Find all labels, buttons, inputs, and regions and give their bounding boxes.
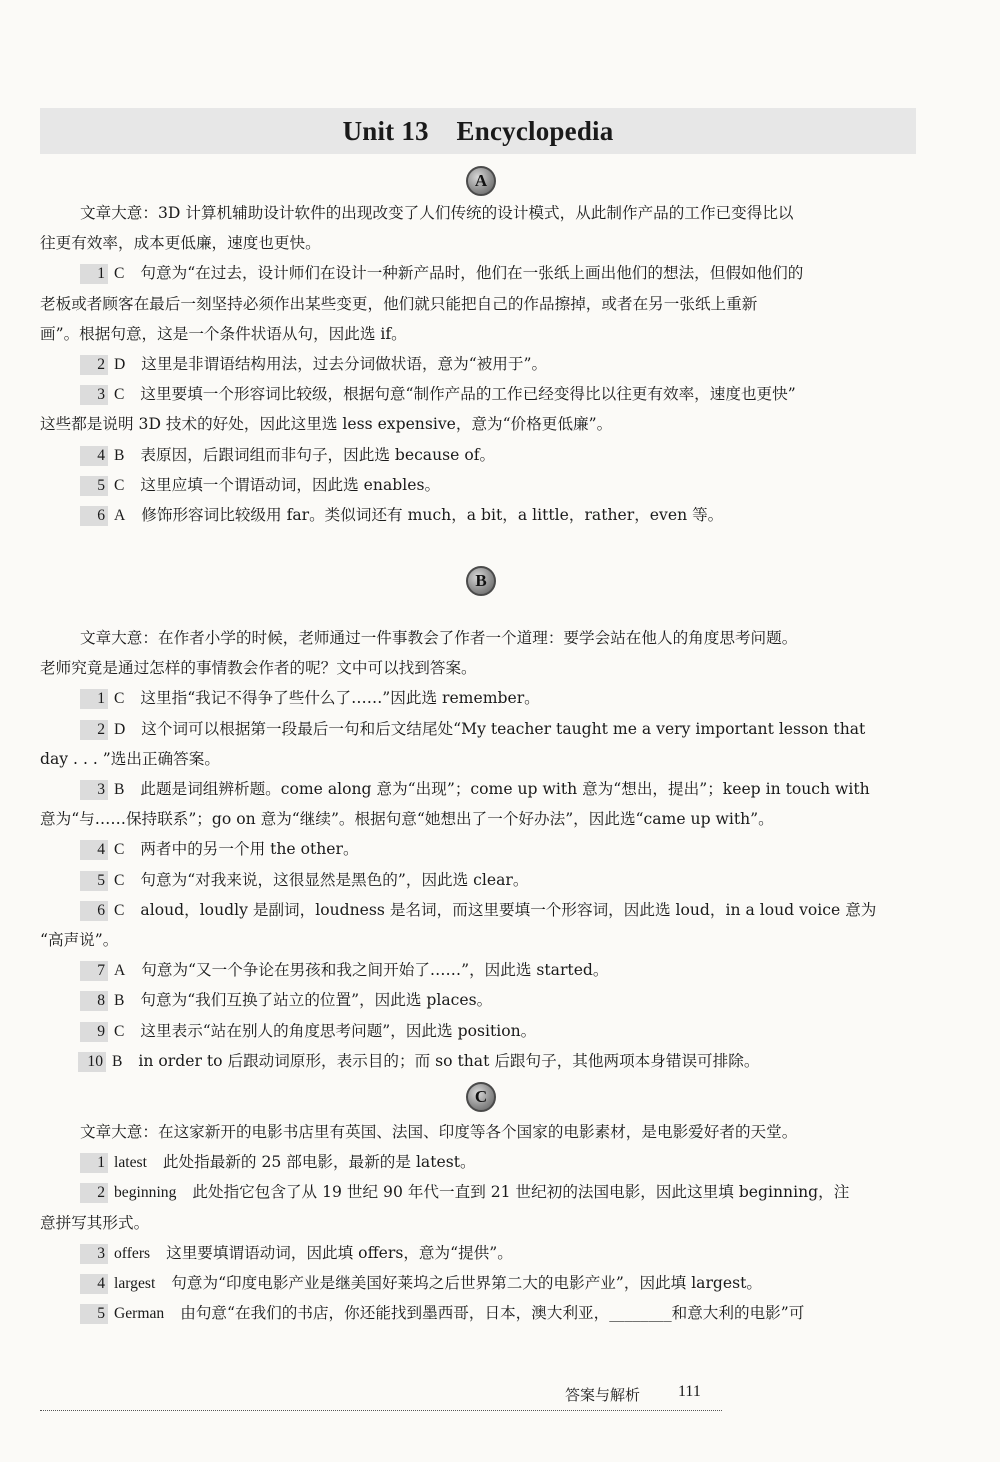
item-explanation: 表原因，后跟词组而非句子，因此选 because of。 — [140, 445, 496, 464]
item-answer: latest — [114, 1154, 147, 1172]
item-number: 8 — [80, 991, 108, 1011]
summary-line: 文章大意：3D 计算机辅助设计软件的出现改变了人们传统的设计模式，从此制作产品的工作已变得比以 — [80, 204, 794, 222]
item-explanation: 这里是非谓语结构用法，过去分词做状语，意为“被用于”。 — [141, 355, 548, 373]
unit-title: Unit 13 Encyclopedia — [342, 115, 614, 146]
item-number: 1 — [80, 264, 108, 284]
answer-item-continuation: day . . . ”选出正确答案。 — [40, 749, 220, 768]
item-number: 6 — [80, 901, 108, 921]
unit-title-bar — [40, 108, 916, 154]
item-answer: C — [114, 690, 125, 708]
item-explanation: 此题是词组辨析题。come along 意为“出现”；come up with 意为“想出，提出”；keep in touch with — [140, 780, 870, 798]
answer-item-continuation: 意为“与……保持联系”；go on 意为“继续”。根据句意“她想出了一个好办法”，因此选“came up with”。 — [40, 810, 774, 829]
item-answer: B — [112, 1052, 123, 1070]
summary-line: 老师究竟是通过怎样的事情教会作者的呢？文中可以找到答案。 — [40, 659, 477, 678]
item-answer: C — [114, 476, 125, 494]
item-answer: B — [114, 781, 125, 798]
item-explanation: 修饰形容词比较级用 far。类似词还有 much，a bit，a little，rather，even 等。 — [141, 506, 724, 524]
item-answer: D — [114, 720, 126, 738]
answer-item-continuation: 画”。根据句意，这是一个条件状语从句，因此选 if。 — [40, 324, 407, 343]
item-number: 2 — [80, 1183, 108, 1203]
answer-item-continuation: 意拼写其形式。 — [40, 1213, 150, 1232]
item-number: 4 — [80, 1274, 108, 1294]
item-answer: B — [114, 992, 125, 1010]
item-explanation: 这里要填一个形容词比较级，根据句意“制作产品的工作已经变得比以往更有效率，速度也更快” — [140, 385, 796, 404]
item-explanation: 两者中的另一个用 the other。 — [140, 840, 359, 859]
item-answer: C — [114, 901, 125, 919]
answer-item — [40, 500, 960, 531]
item-explanation: 句意为“我们互换了站立的位置”，因此选 places。 — [140, 991, 493, 1010]
item-explanation: aloud，loudly 是副词，loudness 是名词，而这里要填一个形容词，因此选 loud，in a loud voice 意为 — [140, 900, 877, 919]
item-explanation: 这里要填谓语动词，因此填 offers，意为“提供”。 — [166, 1243, 513, 1262]
item-answer: largest — [114, 1275, 156, 1292]
item-answer: B — [114, 446, 125, 464]
item-number: 1 — [80, 1153, 108, 1173]
item-number: 10 — [78, 1052, 106, 1072]
answer-item — [40, 714, 960, 745]
item-answer: A — [114, 507, 126, 524]
summary-line: 往更有效率，成本更低廉，速度也更快。 — [40, 234, 321, 253]
item-answer: C — [114, 841, 125, 859]
item-number: 7 — [80, 961, 108, 981]
answer-item-continuation: “高声说”。 — [40, 931, 119, 949]
answer-item-continuation: 老板或者顾客在最后一刻坚持必须作出某些变更，他们就只能把自己的作品擦掉，或者在另一张纸上重新 — [40, 294, 758, 313]
footer-label: 答案与解析 — [565, 1386, 641, 1404]
answer-item — [40, 1147, 960, 1178]
item-explanation: 句意为“印度电影产业是继美国好莱坞之后世界第二大的电影产业”，因此填 largest。 — [171, 1274, 763, 1292]
item-answer: C — [114, 871, 125, 889]
page-number: 111 — [678, 1383, 701, 1400]
answer-item — [40, 258, 960, 289]
summary-line: 文章大意：在这家新开的电影书店里有英国、法国、印度等各个国家的电影素材，是电影爱好者的天堂。 — [80, 1123, 798, 1141]
answer-item — [40, 955, 960, 986]
answer-item — [40, 985, 960, 1016]
section-marker-b: B — [466, 566, 496, 596]
item-explanation: 这里指“我记不得争了些什么了……”因此选 remember。 — [140, 689, 540, 708]
section-marker-c: C — [466, 1082, 496, 1112]
answer-item — [40, 1268, 960, 1299]
item-number: 4 — [80, 446, 108, 466]
summary-line: 文章大意：在作者小学的时候，老师通过一件事教会了作者一个道理：要学会站在他人的角度思考问题。 — [80, 629, 798, 647]
answer-item — [40, 683, 960, 714]
item-explanation: 由句意“在我们的书店，你还能找到墨西哥，日本，澳大利亚，________和意大利的电影”可 — [180, 1304, 805, 1323]
footer-divider — [40, 1410, 722, 1411]
answer-item — [40, 379, 960, 410]
item-answer: D — [114, 356, 126, 373]
section-marker-a: A — [466, 166, 496, 196]
item-explanation: 此处指它包含了从 19 世纪 90 年代一直到 21 世纪初的法国电影，因此这里填 beginning，注 — [192, 1183, 850, 1202]
item-number: 1 — [80, 689, 108, 709]
item-number: 2 — [80, 355, 108, 375]
item-explanation: 句意为“在过去，设计师们在设计一种新产品时，他们在一张纸上画出他们的想法，但假如他们的 — [140, 264, 804, 283]
answer-item — [40, 865, 960, 896]
item-number: 2 — [80, 720, 108, 740]
item-number: 6 — [80, 506, 108, 526]
item-explanation: 这里应填一个谓语动词，因此选 enables。 — [140, 475, 441, 494]
answer-item — [40, 1016, 960, 1047]
answer-item-continuation: 这些都是说明 3D 技术的好处，因此这里选 less expensive，意为“价格更低廉”。 — [40, 415, 613, 434]
item-explanation: 句意为“又一个争论在男孩和我之间开始了……”，因此选 started。 — [141, 961, 609, 980]
answer-item — [40, 1298, 960, 1329]
answer-item — [40, 1177, 960, 1208]
item-number: 3 — [80, 1244, 108, 1264]
item-answer: C — [114, 1022, 125, 1040]
answer-item — [40, 834, 960, 865]
answer-item — [40, 895, 960, 926]
item-explanation: 此处指最新的 25 部电影，最新的是 latest。 — [162, 1153, 476, 1172]
item-answer: German — [114, 1305, 165, 1323]
item-answer: C — [114, 386, 125, 404]
item-explanation: 这里表示“站在别人的角度思考问题”，因此选 position。 — [140, 1021, 537, 1040]
item-explanation: in order to 后跟动词原形，表示目的；而 so that 后跟句子，其他两项本身错误可排除。 — [138, 1051, 760, 1070]
item-number: 4 — [80, 840, 108, 860]
item-number: 3 — [80, 780, 108, 800]
answer-item — [40, 470, 960, 501]
answer-item — [40, 774, 960, 805]
item-explanation: 这个词可以根据第一段最后一句和后文结尾处“My teacher taught me a very important lesson that — [141, 719, 866, 738]
item-number: 5 — [80, 476, 108, 496]
item-number: 9 — [80, 1022, 108, 1042]
item-number: 5 — [80, 871, 108, 891]
item-answer: offers — [114, 1244, 151, 1262]
item-answer: beginning — [114, 1184, 177, 1202]
item-answer: C — [114, 265, 125, 283]
item-number: 5 — [80, 1304, 108, 1324]
item-number: 3 — [80, 385, 108, 405]
item-answer: A — [114, 962, 126, 980]
answer-item — [40, 1046, 958, 1077]
item-explanation: 句意为“对我来说，这很显然是黑色的”，因此选 clear。 — [140, 870, 529, 889]
answer-item — [40, 1238, 960, 1269]
answer-item — [40, 349, 960, 380]
answer-item — [40, 440, 960, 471]
